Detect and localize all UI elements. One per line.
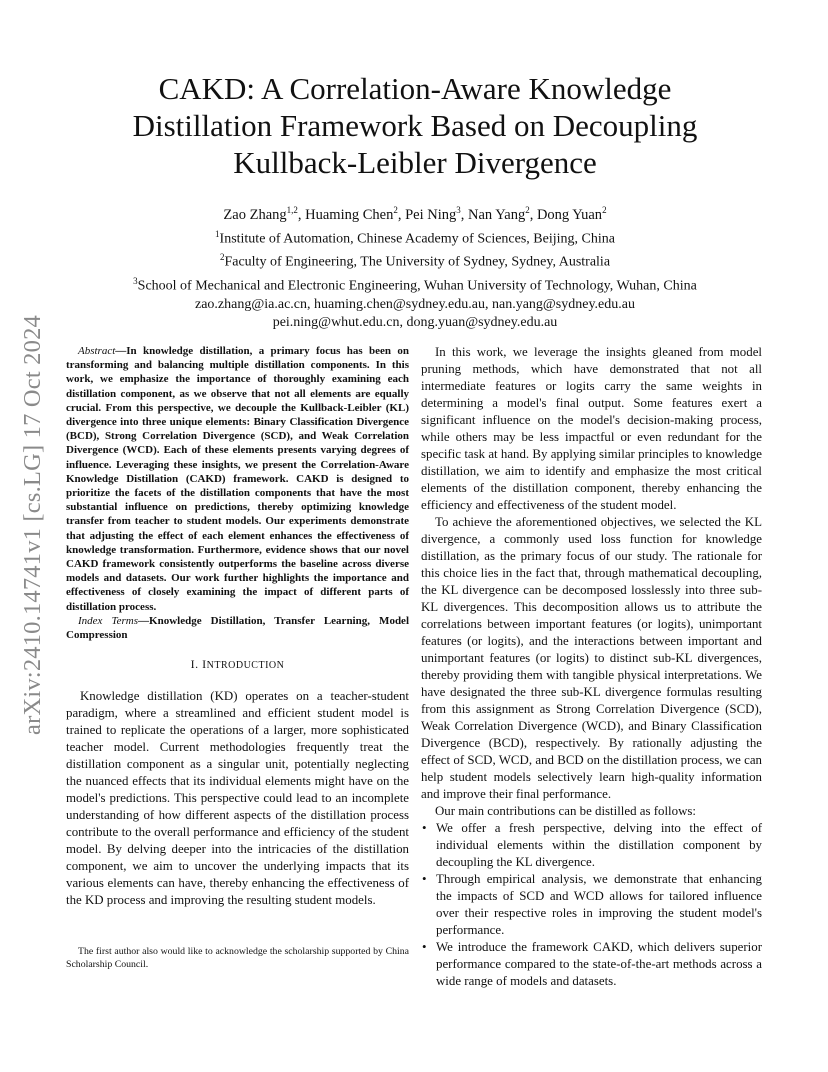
affiliation-3: $^3$School of Mechanical and Electronic Engineering, Wuhan University of Technology, Wuhan, China xyxy=(133,276,697,294)
index-terms-text: —Knowledge Distillation, Transfer Learning, Model Compression xyxy=(66,614,409,642)
abstract xyxy=(66,344,409,614)
affiliation-1: $^1$Institute of Automation, Chinese Academy of Sciences, Beijing, China xyxy=(215,228,615,247)
body-paragraph: In this work, we leverage the insights gleaned from model pruning methods, which have demonstrated that not all intermediate features or logits carry the same weights in determining a model's final output. Some features exert a significant influence on the model's decision-making process, while others may be less impactful or even redundant for the specific task at hand. By applying similar principles to knowledge distillation, we aim to identify and emphasize the most critical elements of the distillation component, thereby enhancing the efficiency and effectiveness of the student model. xyxy=(421,345,762,512)
author-block xyxy=(90,201,740,332)
author-affiliation-mark: 2 xyxy=(525,205,530,215)
author: Nan Yang xyxy=(468,206,526,223)
author: Pei Ning xyxy=(405,206,457,223)
footnote: The first author also would like to acknowledge the scholarship supported by China Scholarship Council. xyxy=(66,946,409,970)
emails-line-1: zao.zhang@ia.ac.cn, huaming.chen@sydney.edu.au, nan.yang@sydney.edu.au xyxy=(195,296,635,312)
author-affiliation-mark: 2 xyxy=(393,205,398,215)
left-column xyxy=(66,344,409,909)
author-names: Zao Zhang$^{1,2}$, Huaming Chen$^2$, Pei Ning$^3$, Nan Yang$^2$, Dong Yuan$^2$ xyxy=(223,205,607,223)
index-terms-label: Index Terms xyxy=(78,614,139,627)
author: Huaming Chen xyxy=(305,206,394,223)
contribution-item: • We offer a fresh perspective, delving into the effect of individual elements within the distillation component by decoupling the KL divergence. xyxy=(421,820,762,871)
body-paragraph: To achieve the aforementioned objectives, we selected the KL divergence, a commonly used loss function for knowledge distillation, as the primary focus of our study. The rationale for this choice lies in the fact that, through mathematical decoupling, the KL divergence can be decomposed losslessly into three sub-KL divergences. This decomposition allows us to attribute the correlations between important features (or logits), unimportant features (or logits), and the interactions between important and unimportant features (or logits) to distinct sub-KL divergences, thereby providing them with tangible physical interpretations. We have designated the three sub-KL divergence formulas resulting from this assignment as Strong Correlation Divergence (SCD), Weak Correlation Divergence (WCD), and Binary Classification Divergence (BCD), respectively. By rationally adjusting the effect of SCD, WCD, and BCD on the distillation process, we can help student models selectively learn high-quality information and improve their final performance. xyxy=(421,515,762,801)
contribution-item: • We introduce the framework CAKD, which delivers superior performance compared to the state-of-the-art methods across a wide range of models and datasets. xyxy=(421,939,762,990)
arxiv-id: arXiv:2410.14741v1 [cs.LG] 17 Oct 2024 xyxy=(19,315,46,735)
abstract-text: —In knowledge distillation, a primary focus has been on transforming and balancing multiple distillation components. In this work, we emphasize the importance of thoroughly examining each distillation component, as we observe that not all elements are equally crucial. From this perspective, we decouple the Kullback-Leibler (KL) divergence into three unique elements: Binary Classification Divergence (BCD), Strong Correlation Divergence (SCD), and Weak Correlation Divergence (WCD). Each of these elements presents varying degrees of influence. Leveraging these insights, we present the Correlation-Aware Knowledge Distillation (CAKD) framework. CAKD is designed to prioritize the facets of the distillation components that have the most substantial influence on predictions, thereby optimizing knowledge transfer from teacher to student models. Our experiments demonstrate that adjusting the effect of each element enhances the effectiveness of knowledge transformation. Furthermore, evidence shows that our novel CAKD framework consistently outperforms the baseline across diverse models and datasets. Our work further highlights the importance and effectiveness of closely examining the impact of different parts of distillation process. xyxy=(66,345,409,613)
section-heading-introduction: I. INTRODUCTION xyxy=(190,657,285,672)
author-affiliation-mark: 3 xyxy=(456,205,461,215)
author: Zao Zhang xyxy=(223,206,287,223)
paper-title: CAKD: A Correlation-Aware Knowledge Distillation Framework Based on Decoupling Kullback-Leibler Divergence xyxy=(132,71,698,180)
author-affiliation-mark: 2 xyxy=(602,205,607,215)
contribution-item: • Through empirical analysis, we demonstrate that enhancing the impacts of SCD and WCD allows for tailored influence over their respective roles in improving the student model's performance. xyxy=(421,871,762,939)
contributions-list xyxy=(421,820,762,990)
intro-paragraph: Knowledge distillation (KD) operates on a teacher-student paradigm, where a streamlined and efficient student model is trained to replicate the operations of a larger, more sophisticated teacher model. Current methodologies frequently treat the distillation component as a singular unit, potentially neglecting the nuanced effects that its individual elements might have on the model's predictions. This perspective could lead to an incomplete understanding of how different aspects of the distillation process contribute to the overall performance and efficiency of the student model. By delving deeper into the intricacies of the distillation component, we aim to uncover the underlying impacts that its various elements can have, thereby enhancing the effectiveness of the KD process and improving the resulting student models. xyxy=(66,689,409,908)
author-affiliation-mark: 1,2 xyxy=(286,205,298,215)
arxiv-sidebar-stamp xyxy=(8,290,58,760)
index-terms xyxy=(66,614,409,642)
emails-line-2: pei.ning@whut.edu.cn, dong.yuan@sydney.edu.au xyxy=(272,314,558,330)
affiliation-2: $^2$Faculty of Engineering, The University of Sydney, Sydney, Australia xyxy=(219,252,611,271)
right-column xyxy=(421,344,762,990)
body-paragraph: Our main contributions can be distilled as follows: xyxy=(435,804,696,818)
abstract-label: Abstract xyxy=(78,345,116,357)
author: Dong Yuan xyxy=(536,206,603,223)
